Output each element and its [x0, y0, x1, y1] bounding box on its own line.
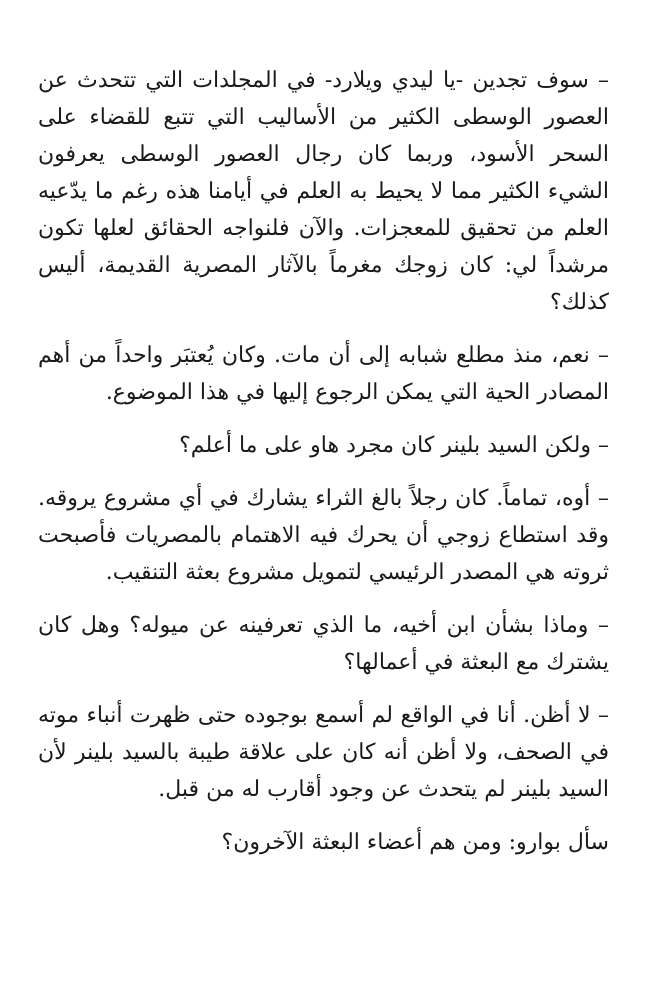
paragraph-7: سأل بوارو: ومن هم أعضاء البعثة الآخرون؟	[221, 830, 609, 855]
paragraph-5: – وماذا بشأن ابن أخيه، ما الذي تعرفينه عن ميوله؟ وهل كان يشترك مع البعثة في أعمالها؟	[38, 613, 609, 675]
paragraph-2: – نعم، منذ مطلع شبابه إلى أن مات. وكان يُعتبَر واحداً من أهم المصادر الحية التي يمكن الرجوع إليها في هذا الموضوع.	[38, 343, 609, 405]
paragraph-6: – لا أظن. أنا في الواقع لم أسمع بوجوده حتى ظهرت أنباء موته في الصحف، ولا أظن أنه كان على علاقة طيبة بالسيد بلينر لأن السيد بلينر لم يتحدث عن وجود أقارب له من قبل.	[38, 703, 609, 802]
paragraph-1: – سوف تجدين -يا ليدي ويلارد- في المجلدات التي تتحدث عن العصور الوسطى الكثير من الأساليب التي تتبع للقضاء على السحر الأسود، وربما كان رجال العصور الوسطى يعرفون الشيء الكثير مما لا يحيط به العلم في أيامنا هذه رغم ما يدّعيه العلم من تحقيق للمعجزات. والآن فلنواجه الحقائق لعلها تكون مرشداً لي: كان زوجك مغرماً بالآثار المصرية القديمة، أليس كذلك؟	[38, 68, 609, 315]
paragraph-3: – ولكن السيد بلينر كان مجرد هاو على ما أعلم؟	[179, 433, 609, 458]
paragraph-4: – أوه، تماماً. كان رجلاً بالغ الثراء يشارك في أي مشروع يروقه. وقد استطاع زوجي أن يحرك فيه الاهتمام بالمصريات فأصبحت ثروته هي المصدر الرئيسي لتمويل مشروع بعثة التنقيب.	[38, 486, 609, 585]
